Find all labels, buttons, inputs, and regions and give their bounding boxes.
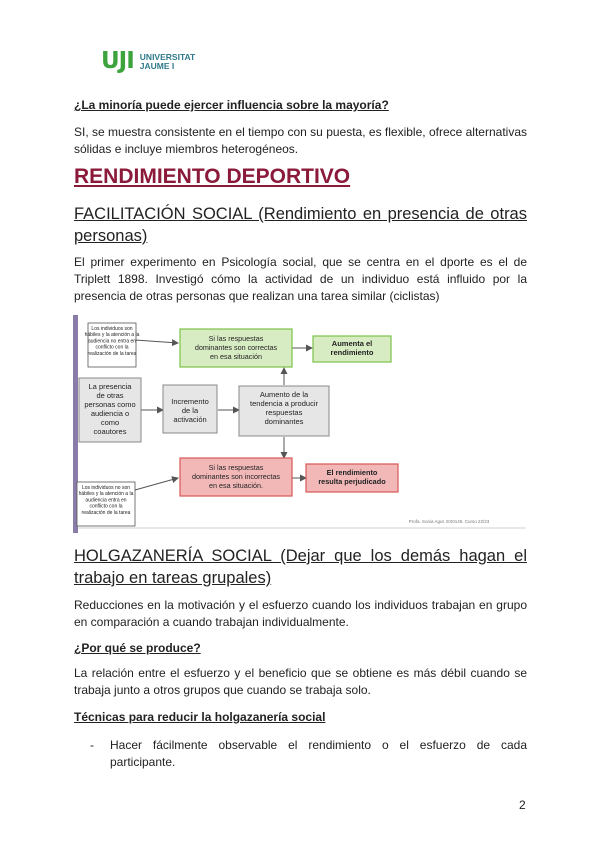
why-heading: ¿Por qué se produce? [74,641,201,655]
diagram-text-line: respuestas [265,408,303,417]
note-unskilled-text [79,485,134,516]
diagram-text-line: rendimiento [330,348,374,357]
diagram-text-line: personas como [84,400,136,409]
diagram-text-line: conflicto con la [89,503,123,510]
diagram-text-line: El rendimiento [326,468,378,477]
improves-text [331,339,374,357]
diagram-text-line: como [100,418,120,427]
diagram-text-line: dominantes son incorrectas [192,472,280,481]
diagram-text-line: hábiles y la atención a la [84,332,140,339]
diagram-text-line: audiencia o [90,409,130,418]
minority-answer: SI, se muestra consistente en el tiempo con su puesta, es flexible, ofrece alternativas sólidas e incluye miembros heterogéneos. [74,125,527,156]
note-skilled-text [85,326,140,357]
section-title: RENDIMIENTO DEPORTIVO [74,165,351,188]
page-number: 2 [519,798,526,812]
logo-line-2: JAUME I [139,60,175,71]
diagram-text-line: Los individuos no son [81,485,131,491]
techniques-heading: Técnicas para reducir la holgazanería social [74,710,326,724]
diagram-text-line: coautores [93,427,127,436]
diagram-credit: Profa. Sonia Agut. ES0145. Curso 22/23 [408,519,490,524]
diagram-text-line: dominantes [264,417,304,426]
diagram-text-line: hábiles y la atención a la [78,491,134,498]
diagram-text-line: realización de la tarea [87,350,137,357]
diagram-text-line: Incremento [171,397,209,406]
diagram-text-line: conflicto con la [95,344,129,351]
diagram-text-line: realización de la tarea [81,509,131,516]
diagram-text-line: Los individuos son [91,326,133,332]
diagram-text-line: audiencia no entra en [87,338,137,345]
diagram-text-line: La presencia [88,382,132,391]
diagram-text-line: dominantes son correctas [194,343,278,352]
facilitation-text: El primer experimento en Psicología social, que se centra en el dporte es el de Triplett 1898. Investigó cómo la actividad de un individuo está influido por la presencia de otras personas que realizan una tarea similar (ciclistas) [74,255,527,303]
diagram-text-line: de la [181,406,199,415]
diagram-text-line: Aumento de la [259,390,309,399]
diagram-text-line: activación [173,415,207,424]
logo-line-1: UNIVERSITAT [139,51,196,62]
logo-mark: UJI [101,48,134,74]
technique-text: Hacer fácilmente observable el rendimiento o el esfuerzo de cada participante. [110,738,527,769]
diagram-text-line: audiencia entra en [85,497,127,504]
diagram-text-line: Aumenta el [331,339,373,348]
diagram-text-line: Si las respuestas [208,463,264,472]
minority-question: ¿La minoría puede ejercer influencia sobre la mayoría? [74,98,389,112]
diagram-text-line: en esa situación [210,352,262,361]
bullet-dash: - [90,738,94,752]
diagram-text-line: Si las respuestas [208,334,264,343]
facilitation-heading: FACILITACIÓN SOCIAL (Rendimiento en presencia de otras personas) [74,205,527,245]
list-item [90,737,527,771]
worse-text [318,468,386,486]
diagram-text-line: resulta perjudicado [318,477,386,486]
diagram-text-line: de otras [96,391,124,400]
loafing-text: Reducciones en la motivación y el esfuerzo cuando los individuos trabajan en grupo en comparación a cuando trabajan individualmente. [74,598,527,629]
why-text: La relación entre el esfuerzo y el beneficio que se obtiene es más débil cuando se trabaja junto a otros grupos que cuando se trabaja solo. [74,666,527,697]
diagram-text-line: en esa situación. [209,481,263,490]
loafing-heading: HOLGAZANERÍA SOCIAL (Dejar que los demás hagan el trabajo en tareas grupales) [74,547,527,587]
diagram-text-line: tendencia a producir [250,399,318,408]
